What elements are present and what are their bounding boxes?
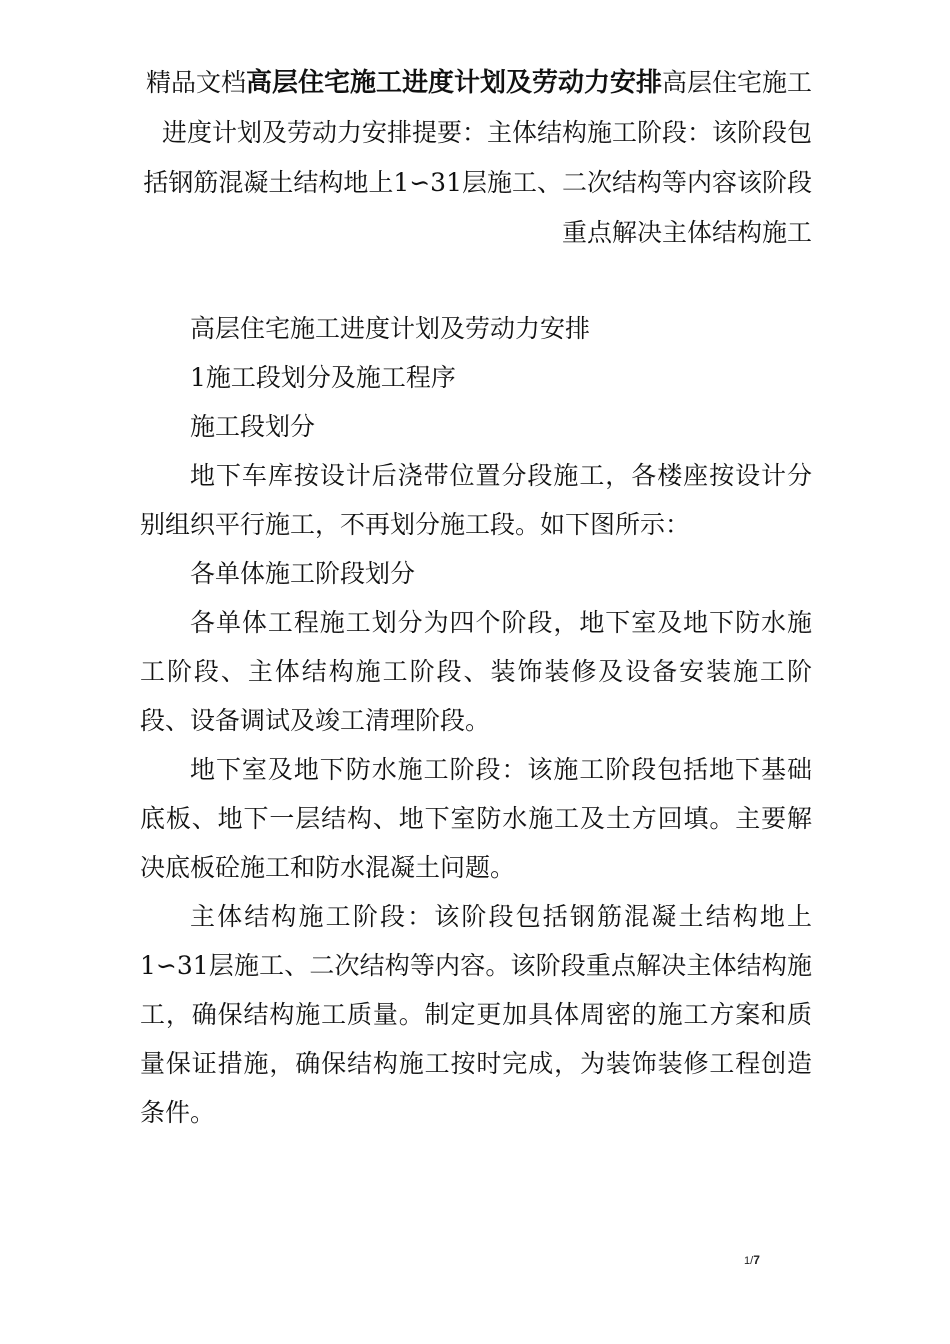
- paragraph: 主体结构施工阶段：该阶段包括钢筋混凝土结构地上1∽31层施工、二次结构等内容。该阶段重点解决主体结构施工，确保结构施工质量。制定更加具体周密的施工方案和质量保证措施，确保结构施工按时完成，为装饰装修工程创造条件。: [140, 902, 812, 1127]
- document-title: 高层住宅施工进度计划及劳动力安排: [245, 68, 662, 98]
- paragraph: 地下车库按设计后浇带位置分段施工，各楼座按设计分别组织平行施工，不再划分施工段。如下图所示：: [140, 461, 812, 539]
- page-number: [744, 1253, 760, 1267]
- document-header: [140, 58, 812, 258]
- paragraph-section-title: 1施工段划分及施工程序: [190, 363, 456, 392]
- paragraph: 各单体工程施工划分为四个阶段，地下室及地下防水施工阶段、主体结构施工阶段、装饰装修及设备安装施工阶段、设备调试及竣工清理阶段。: [140, 608, 812, 735]
- header-prefix: 精品文档: [145, 68, 246, 97]
- paragraph-subsection-title: 施工段划分: [190, 412, 316, 441]
- page-total: 7: [753, 1253, 760, 1267]
- paragraph-heading: 高层住宅施工进度计划及劳动力安排: [190, 314, 591, 343]
- paragraph-subsection-title: 各单体施工阶段划分: [190, 559, 416, 588]
- header-summary: 高层住宅施工进度计划及劳动力安排提要：主体结构施工阶段：该阶段包括钢筋混凝土结构地上1∽31层施工、二次结构等内容该阶段重点解决主体结构施工: [143, 68, 812, 247]
- document-body: [140, 304, 812, 1137]
- page-current: 1/: [744, 1255, 754, 1267]
- paragraph: 地下室及地下防水施工阶段：该施工阶段包括地下基础底板、地下一层结构、地下室防水施工及土方回填。主要解决底板砼施工和防水混凝土问题。: [140, 755, 812, 882]
